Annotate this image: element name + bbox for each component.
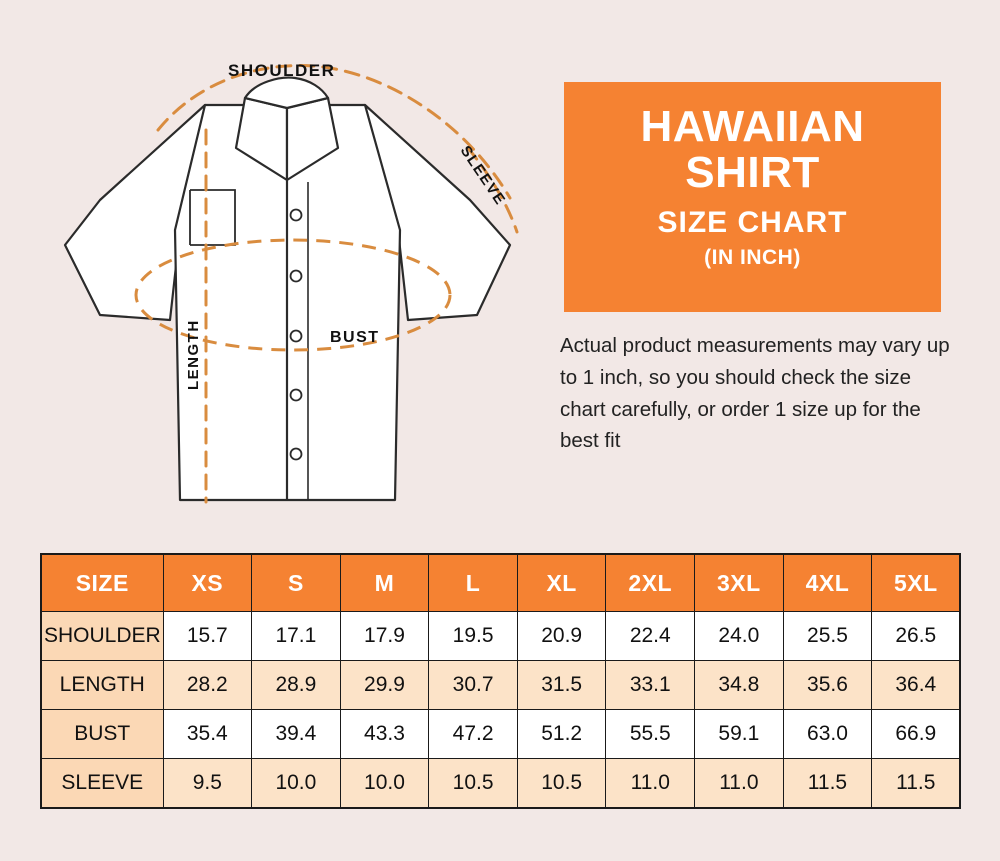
table-row	[41, 661, 960, 710]
title-line-2: SHIRT	[685, 148, 820, 198]
col-header-5xl: 5XL	[872, 554, 961, 612]
cell-shoulder-5xl: 26.5	[872, 612, 961, 661]
cell-sleeve-4xl: 11.5	[783, 759, 872, 809]
cell-length-4xl: 35.6	[783, 661, 872, 710]
shirt-illustration	[40, 30, 550, 520]
cell-shoulder-s: 17.1	[252, 612, 341, 661]
cell-sleeve-xs: 9.5	[163, 759, 252, 809]
row-label-shoulder: SHOULDER	[41, 612, 163, 661]
table-header-row	[41, 554, 960, 612]
cell-sleeve-2xl: 11.0	[606, 759, 695, 809]
cell-bust-3xl: 59.1	[695, 710, 784, 759]
table-row	[41, 759, 960, 809]
row-label-bust: BUST	[41, 710, 163, 759]
cell-sleeve-5xl: 11.5	[872, 759, 961, 809]
cell-bust-l: 47.2	[429, 710, 518, 759]
title-line-1: HAWAIIAN	[640, 102, 865, 151]
title-unit: (IN INCH)	[704, 246, 801, 270]
cell-shoulder-l: 19.5	[429, 612, 518, 661]
cell-length-m: 29.9	[340, 661, 429, 710]
cell-bust-s: 39.4	[252, 710, 341, 759]
label-bust: BUST	[330, 329, 380, 346]
col-header-xl: XL	[517, 554, 606, 612]
cell-shoulder-4xl: 25.5	[783, 612, 872, 661]
cell-length-3xl: 34.8	[695, 661, 784, 710]
col-header-s: S	[252, 554, 341, 612]
cell-length-xs: 28.2	[163, 661, 252, 710]
measurement-note: Actual product measurements may vary up to 1 inch, so you should check the size chart carefully, or order 1 size up for the best fit	[560, 334, 950, 453]
cell-sleeve-xl: 10.5	[517, 759, 606, 809]
col-header-2xl: 2XL	[606, 554, 695, 612]
row-label-length: LENGTH	[41, 661, 163, 710]
cell-length-s: 28.9	[252, 661, 341, 710]
label-shoulder: SHOULDER	[228, 61, 336, 80]
col-header-m: M	[340, 554, 429, 612]
cell-bust-4xl: 63.0	[783, 710, 872, 759]
title-card	[564, 82, 941, 312]
cell-bust-xl: 51.2	[517, 710, 606, 759]
cell-sleeve-3xl: 11.0	[695, 759, 784, 809]
cell-length-2xl: 33.1	[606, 661, 695, 710]
cell-bust-xs: 35.4	[163, 710, 252, 759]
cell-length-l: 30.7	[429, 661, 518, 710]
cell-shoulder-2xl: 22.4	[606, 612, 695, 661]
cell-shoulder-3xl: 24.0	[695, 612, 784, 661]
cell-shoulder-xs: 15.7	[163, 612, 252, 661]
cell-sleeve-s: 10.0	[252, 759, 341, 809]
cell-bust-5xl: 66.9	[872, 710, 961, 759]
title-line-3: SIZE CHART	[657, 206, 848, 240]
size-chart-table-wrapper	[40, 553, 960, 809]
col-header-l: L	[429, 554, 518, 612]
label-length: LENGTH	[185, 319, 202, 390]
col-header-4xl: 4XL	[783, 554, 872, 612]
col-header-3xl: 3XL	[695, 554, 784, 612]
table-row	[41, 710, 960, 759]
col-header-size: SIZE	[41, 554, 163, 612]
row-label-sleeve: SLEEVE	[41, 759, 163, 809]
cell-length-5xl: 36.4	[872, 661, 961, 710]
cell-shoulder-m: 17.9	[340, 612, 429, 661]
cell-bust-2xl: 55.5	[606, 710, 695, 759]
cell-sleeve-m: 10.0	[340, 759, 429, 809]
cell-bust-m: 43.3	[340, 710, 429, 759]
label-sleeve: SLEEVE	[456, 142, 509, 209]
cell-shoulder-xl: 20.9	[517, 612, 606, 661]
cell-length-xl: 31.5	[517, 661, 606, 710]
table-row	[41, 612, 960, 661]
col-header-xs: XS	[163, 554, 252, 612]
cell-sleeve-l: 10.5	[429, 759, 518, 809]
size-chart-table	[40, 553, 961, 809]
